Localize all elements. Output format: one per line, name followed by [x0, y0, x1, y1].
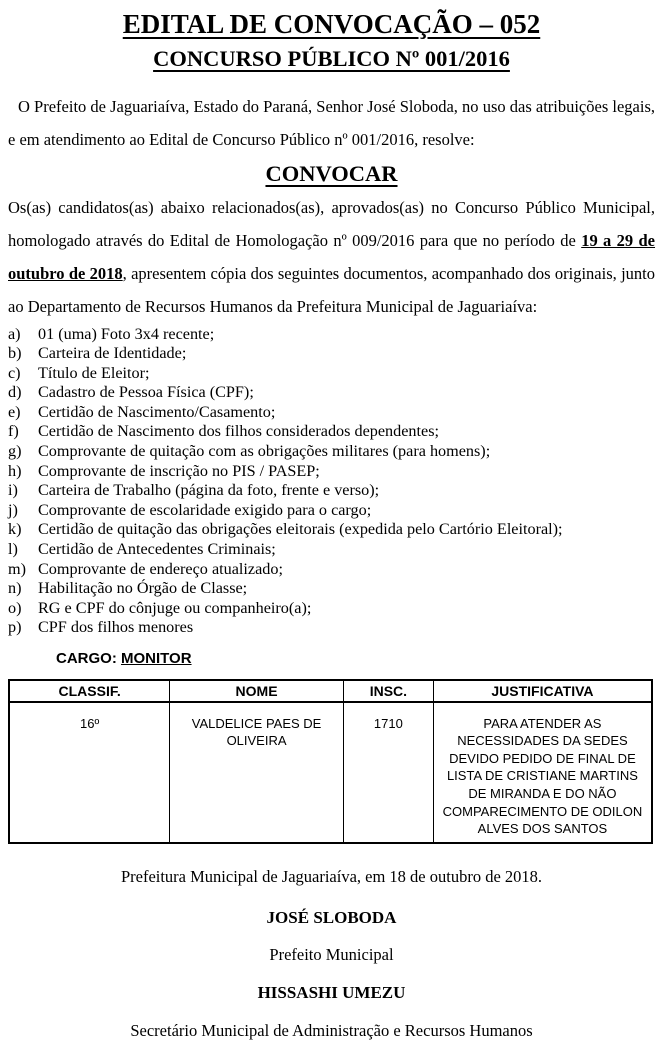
table-header-row [9, 680, 652, 702]
table-header-cell: INSC. [343, 680, 433, 702]
cell-nome: VALDELICE PAES DE OLIVEIRA [170, 702, 344, 843]
list-item-text: RG e CPF do cônjuge ou companheiro(a); [38, 598, 312, 617]
signature-role-2: Secretário Municipal de Administração e Recursos Humanos [130, 1020, 533, 1040]
list-item-marker: d) [8, 383, 22, 402]
list-item-text: CPF dos filhos menores [38, 618, 194, 637]
list-item-text: Certidão de Nascimento dos filhos considerados dependentes; [38, 422, 439, 441]
list-item-marker: f) [8, 422, 19, 441]
list-item [8, 442, 655, 462]
list-item-text: 01 (uma) Foto 3x4 recente; [38, 324, 215, 343]
list-item [8, 383, 655, 403]
list-item-text: Certidão de Antecedentes Criminais; [38, 540, 276, 559]
document-subtitle: CONCURSO PÚBLICO Nº 001/2016 [153, 46, 510, 72]
list-item [8, 501, 655, 521]
list-item-marker: j) [8, 500, 18, 519]
cargo-value: MONITOR [121, 650, 192, 668]
list-item-text: Certidão de Nascimento/Casamento; [38, 402, 276, 421]
list-item-marker: l) [8, 540, 18, 559]
list-item-marker: g) [8, 442, 22, 461]
table-head [9, 680, 652, 702]
cell-classif: 16º [9, 702, 170, 843]
closing-date: Prefeitura Municipal de Jaguariaíva, em 18 de outubro de 2018. [120, 866, 543, 886]
list-item [8, 422, 655, 442]
list-item [8, 403, 655, 423]
table-body [9, 702, 652, 843]
table-header-cell: JUSTIFICATIVA [433, 680, 652, 702]
cargo-label: CARGO: [56, 650, 121, 668]
list-item-text: Certidão de quitação das obrigações eleitorais (expedida pelo Cartório Eleitoral); [38, 520, 563, 539]
body-text-period-highlight: 19 a 29 de outubro de 2018 [8, 230, 656, 283]
list-item-marker: b) [8, 344, 22, 363]
list-item-marker: m) [8, 559, 26, 578]
list-item-text: Carteira de Trabalho (página da foto, frente e verso); [38, 481, 380, 500]
documents-list [8, 325, 655, 639]
list-item-marker: i) [8, 481, 18, 500]
list-item-marker: e) [8, 402, 21, 421]
list-item-text: Comprovante de escolaridade exigido para o cargo; [38, 500, 372, 519]
cargo-line [56, 650, 655, 669]
list-item [8, 618, 655, 638]
table-header-cell: CLASSIF. [9, 680, 170, 702]
list-item-text: Habilitação no Órgão de Classe; [38, 579, 248, 598]
list-item-marker: a) [8, 324, 21, 343]
convocation-table [8, 679, 653, 844]
list-item [8, 481, 655, 501]
list-item [8, 325, 655, 345]
list-item [8, 560, 655, 580]
list-item [8, 364, 655, 384]
list-item [8, 579, 655, 599]
signature-role-1: Prefeito Municipal [269, 945, 394, 965]
list-item-marker: k) [8, 520, 22, 539]
table-header-cell: NOME [170, 680, 344, 702]
signature-name-1: JOSÉ SLOBODA [266, 908, 397, 928]
list-item-text: Título de Eleitor; [38, 363, 150, 382]
list-item-text: Comprovante de inscrição no PIS / PASEP; [38, 461, 320, 480]
list-item [8, 344, 655, 364]
list-item [8, 462, 655, 482]
list-item [8, 540, 655, 560]
body-text-after: , apresentem cópia dos seguintes documentos, acompanhado dos originais, junto ao Departamento de Recursos Humanos da Prefeitura Municipal de Jaguariaíva: [8, 263, 655, 316]
list-item-marker: o) [8, 598, 22, 617]
list-item-marker: p) [8, 618, 22, 637]
list-item-marker: n) [8, 579, 22, 598]
list-item-text: Cadastro de Pessoa Física (CPF); [38, 383, 254, 402]
list-item-marker: c) [8, 363, 21, 382]
document-title: EDITAL DE CONVOCAÇÃO – 052 [122, 9, 541, 39]
signature-name-2: HISSASHI UMEZU [257, 983, 406, 1003]
body-paragraph [8, 191, 655, 323]
list-item-text: Comprovante de endereço atualizado; [38, 559, 283, 578]
list-item [8, 599, 655, 619]
intro-paragraph: O Prefeito de Jaguariaíva, Estado do Paraná, Senhor José Sloboda, no uso das atribuições legais, e em atendimento ao Edital de Concurso Público nº 001/2016, resolve: [8, 97, 655, 150]
section-heading-convocar: CONVOCAR [265, 161, 398, 187]
cell-insc: 1710 [343, 702, 433, 843]
list-item-text: Carteira de Identidade; [38, 344, 187, 363]
table-row [9, 702, 652, 843]
list-item-marker: h) [8, 461, 22, 480]
body-text-before: Os(as) candidatos(as) abaixo relacionados(as), aprovados(as) no Concurso Público Municipal, homologado através do Edital de Homologação nº 009/2016 para que no período de [8, 197, 655, 250]
cell-justificativa: PARA ATENDER AS NECESSIDADES DA SEDES DEVIDO PEDIDO DE FINAL DE LISTA DE CRISTIANE MARTINS DE MIRANDA E DO NÃO COMPARECIMENTO DE ODILON ALVES DOS SANTOS [433, 702, 652, 843]
list-item-text: Comprovante de quitação com as obrigações militares (para homens); [38, 442, 491, 461]
list-item [8, 520, 655, 540]
